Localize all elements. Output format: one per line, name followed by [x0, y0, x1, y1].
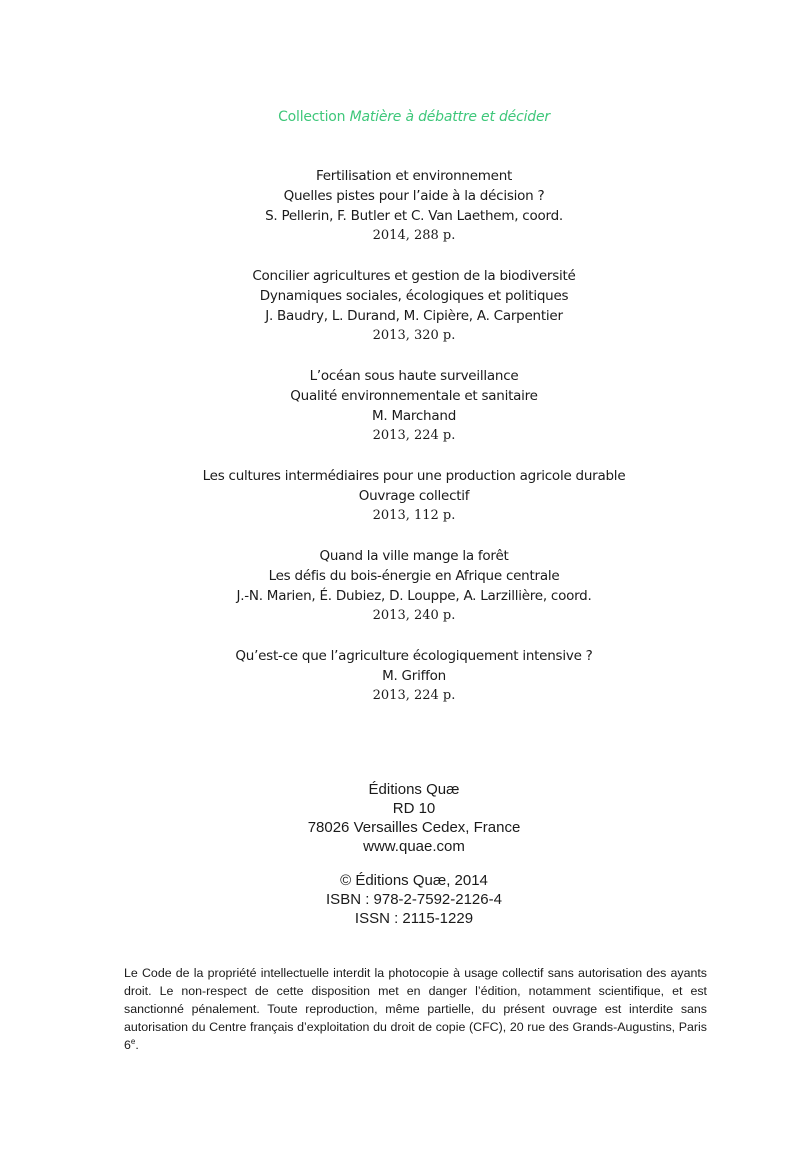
book-title: Quand la ville mange la forêt	[319, 548, 509, 564]
publisher-name: Éditions Quæ	[368, 781, 460, 798]
collection-name: Matière à débattre et décider	[349, 109, 550, 125]
book-authors: M. Marchand	[371, 408, 457, 424]
book-year-pages: 2014, 288 p.	[372, 228, 456, 243]
book-entry	[0, 646, 800, 706]
book-entry	[0, 166, 800, 246]
book-entry	[0, 366, 800, 446]
book-authors: Ouvrage collectif	[358, 488, 470, 504]
book-entry	[0, 466, 800, 526]
publisher-road: RD 10	[392, 800, 436, 817]
legal-text: Le Code de la propriété intellectuelle interdit la photocopie à usage collectif sans autorisation des ayants droit. Le non-respect de cette disposition met en danger l’édition, notamment scientifique, et est sanctionné pénalement. Toute reproduction, même partielle, du présent ouvrage est interdite sans autorisation du Centre français d’exploitation du droit de copie (CFC), 20 rue des Grands-Augustins, Paris 6	[124, 966, 707, 1052]
book-title: Qu’est-ce que l’agriculture écologiquement intensive ?	[235, 648, 593, 664]
publisher-block	[0, 780, 800, 928]
publisher-website: www.quae.com	[363, 838, 465, 855]
book-authors: S. Pellerin, F. Butler et C. Van Laethem, coord.	[265, 208, 563, 224]
book-title: Concilier agricultures et gestion de la biodiversité	[252, 268, 576, 284]
book-subtitle: Les défis du bois-énergie en Afrique centrale	[268, 568, 560, 584]
book-entry	[0, 546, 800, 626]
publisher-city: 78026 Versailles Cedex, France	[307, 819, 521, 836]
book-title: L’océan sous haute surveillance	[309, 368, 519, 384]
book-subtitle: Quelles pistes pour l’aide à la décision ?	[283, 188, 545, 204]
book-authors: J.-N. Marien, É. Dubiez, D. Louppe, A. Larzillière, coord.	[236, 588, 592, 604]
book-authors: M. Griffon	[382, 668, 446, 684]
legal-superscript: e	[130, 1036, 136, 1046]
legal-notice	[124, 964, 707, 1054]
collection-prefix: Collection	[278, 109, 346, 125]
book-subtitle: Qualité environnementale et sanitaire	[290, 388, 538, 404]
collection-title	[0, 107, 800, 127]
book-title: Les cultures intermédiaires pour une production agricole durable	[202, 468, 626, 484]
issn-line: ISSN : 2115-1229	[354, 910, 474, 927]
book-year-pages: 2013, 112 p.	[372, 508, 456, 523]
book-subtitle: Dynamiques sociales, écologiques et politiques	[259, 288, 569, 304]
book-year-pages: 2013, 320 p.	[372, 328, 456, 343]
book-authors: J. Baudry, L. Durand, M. Cipière, A. Carpentier	[265, 308, 563, 324]
spacer	[0, 856, 800, 871]
book-year-pages: 2013, 240 p.	[372, 608, 456, 623]
isbn-line: ISBN : 978-2-7592-2126-4	[326, 891, 502, 908]
book-entry	[0, 266, 800, 346]
book-year-pages: 2013, 224 p.	[372, 688, 456, 703]
book-year-pages: 2013, 224 p.	[372, 428, 456, 443]
legal-end: .	[135, 1038, 139, 1052]
copyright-line: © Éditions Quæ, 2014	[340, 872, 488, 889]
book-list	[0, 166, 800, 726]
book-title: Fertilisation et environnement	[315, 168, 513, 184]
